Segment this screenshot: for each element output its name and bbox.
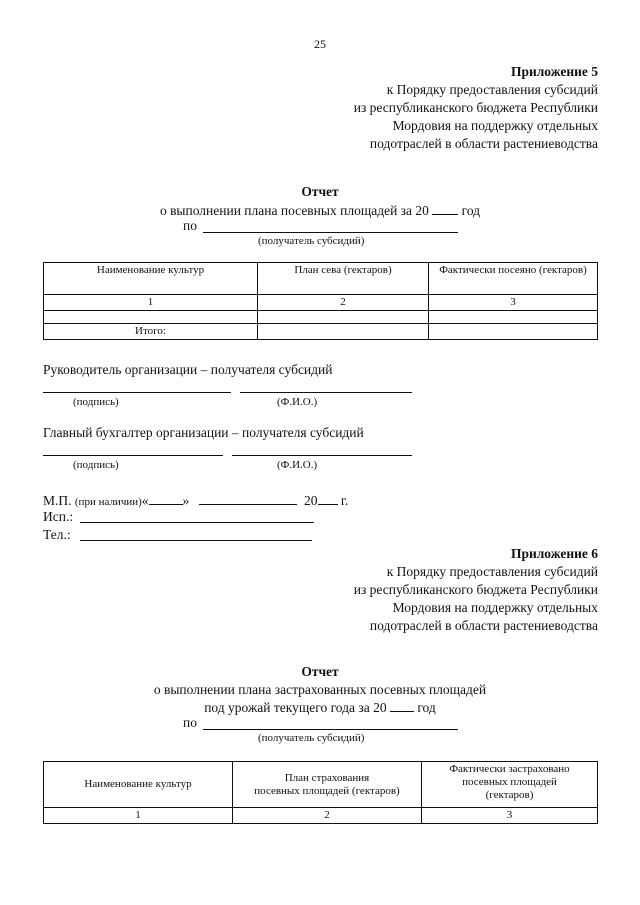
header-actual-line: Фактически застраховано	[449, 763, 570, 775]
isp-label: Исп.:	[43, 509, 74, 524]
recipient-line	[203, 232, 458, 233]
header-plan-line: План страхования	[284, 771, 370, 784]
head-sign-caption: (подпись)	[73, 396, 119, 408]
table-total-label: Итого:	[44, 324, 258, 340]
appendix-6-title: Приложение 6	[510, 546, 598, 561]
report-2-line-2-suffix: год	[417, 700, 436, 715]
day-blank	[149, 491, 183, 505]
accountant-label: Главный бухгалтер организации – получателя субсидий	[43, 425, 364, 440]
report-1-subtitle-text: о выполнении плана посевных площадей за 20	[159, 203, 429, 218]
table-header-actual	[422, 762, 598, 808]
table-col-number: 3	[429, 295, 598, 311]
table-header-plan	[233, 762, 422, 808]
table-col-number: 1	[44, 808, 233, 824]
appendix-6-header	[354, 545, 598, 635]
quote-open: «	[141, 493, 149, 508]
appendix-6-line: подотраслей в области растениеводства	[369, 618, 598, 633]
quote-close: »	[182, 493, 190, 508]
tel-label: Тел.:	[43, 527, 71, 542]
year-blank	[432, 201, 458, 215]
recipient-caption: (получатель субсидий)	[258, 235, 365, 247]
report-1-title: Отчет	[301, 184, 339, 199]
table-col-number: 1	[44, 295, 258, 311]
table-header-crops: Наименование культур	[44, 762, 233, 808]
appendix-6-line: к Порядку предоставления субсидий	[386, 564, 598, 579]
report-1-subtitle	[0, 201, 640, 219]
table-col-number: 3	[422, 808, 598, 824]
table-col-number: 2	[233, 808, 422, 824]
mp-note: (при наличии)	[74, 496, 142, 508]
month-blank	[199, 491, 297, 505]
report-2-line-2-text: под урожай текущего года за 20	[204, 700, 387, 715]
head-fio-line	[240, 392, 412, 393]
header-actual-line: посевных площадей	[462, 776, 557, 788]
page-number: 25	[314, 37, 326, 51]
table-cell	[429, 324, 598, 340]
year-suffix: г.	[340, 493, 349, 508]
report-1-subtitle-suffix: год	[461, 203, 481, 218]
accountant-fio-caption: (Ф.И.О.)	[277, 459, 318, 471]
appendix-6-line: из республиканского бюджета Республики	[353, 582, 598, 597]
table-col-number: 2	[258, 295, 429, 311]
header-plan-line: посевных площадей (гектаров)	[254, 784, 400, 797]
year-prefix: 20	[304, 493, 318, 508]
table-header-plan: План сева (гектаров)	[258, 263, 429, 295]
appendix-5-line: к Порядку предоставления субсидий	[386, 82, 598, 97]
report-1-po-label: по	[183, 218, 197, 233]
year-blank	[390, 698, 414, 712]
table-header-actual: Фактически посеяно (гектаров)	[429, 263, 598, 295]
appendix-5-line: подотраслей в области растениеводства	[369, 136, 598, 151]
accountant-signature-line	[43, 455, 223, 456]
report-2-line-1: о выполнении плана застрахованных посевных площадей	[153, 682, 487, 697]
table-header-crops: Наименование культур	[44, 263, 258, 295]
report-2-line-2	[0, 698, 640, 716]
table-cell	[429, 311, 598, 324]
appendix-5-line: из республиканского бюджета Республики	[353, 100, 598, 115]
insurance-plan-table	[43, 761, 598, 824]
mp-label: М.П.	[43, 493, 72, 508]
recipient-line	[203, 729, 458, 730]
accountant-sign-caption: (подпись)	[73, 459, 119, 471]
appendix-6-line: Мордовия на поддержку отдельных	[392, 600, 598, 615]
tel-line	[80, 540, 312, 541]
head-fio-caption: (Ф.И.О.)	[277, 396, 318, 408]
table-cell	[44, 311, 258, 324]
table-cell	[258, 311, 429, 324]
appendix-5-title: Приложение 5	[510, 64, 598, 79]
head-label: Руководитель организации – получателя субсидий	[43, 362, 333, 377]
header-actual-line: (гектаров)	[485, 789, 534, 801]
appendix-5-line: Мордовия на поддержку отдельных	[392, 118, 598, 133]
appendix-5-header	[354, 63, 598, 153]
table-cell	[258, 324, 429, 340]
stamp-date-line	[43, 491, 348, 509]
accountant-fio-line	[232, 455, 412, 456]
recipient-caption: (получатель субсидий)	[258, 732, 365, 744]
report-2-po-label: по	[183, 715, 197, 730]
year-blank	[318, 491, 338, 505]
head-signature-line	[43, 392, 231, 393]
crops-plan-table	[43, 262, 598, 340]
report-2-title: Отчет	[301, 664, 339, 679]
isp-line	[80, 522, 314, 523]
